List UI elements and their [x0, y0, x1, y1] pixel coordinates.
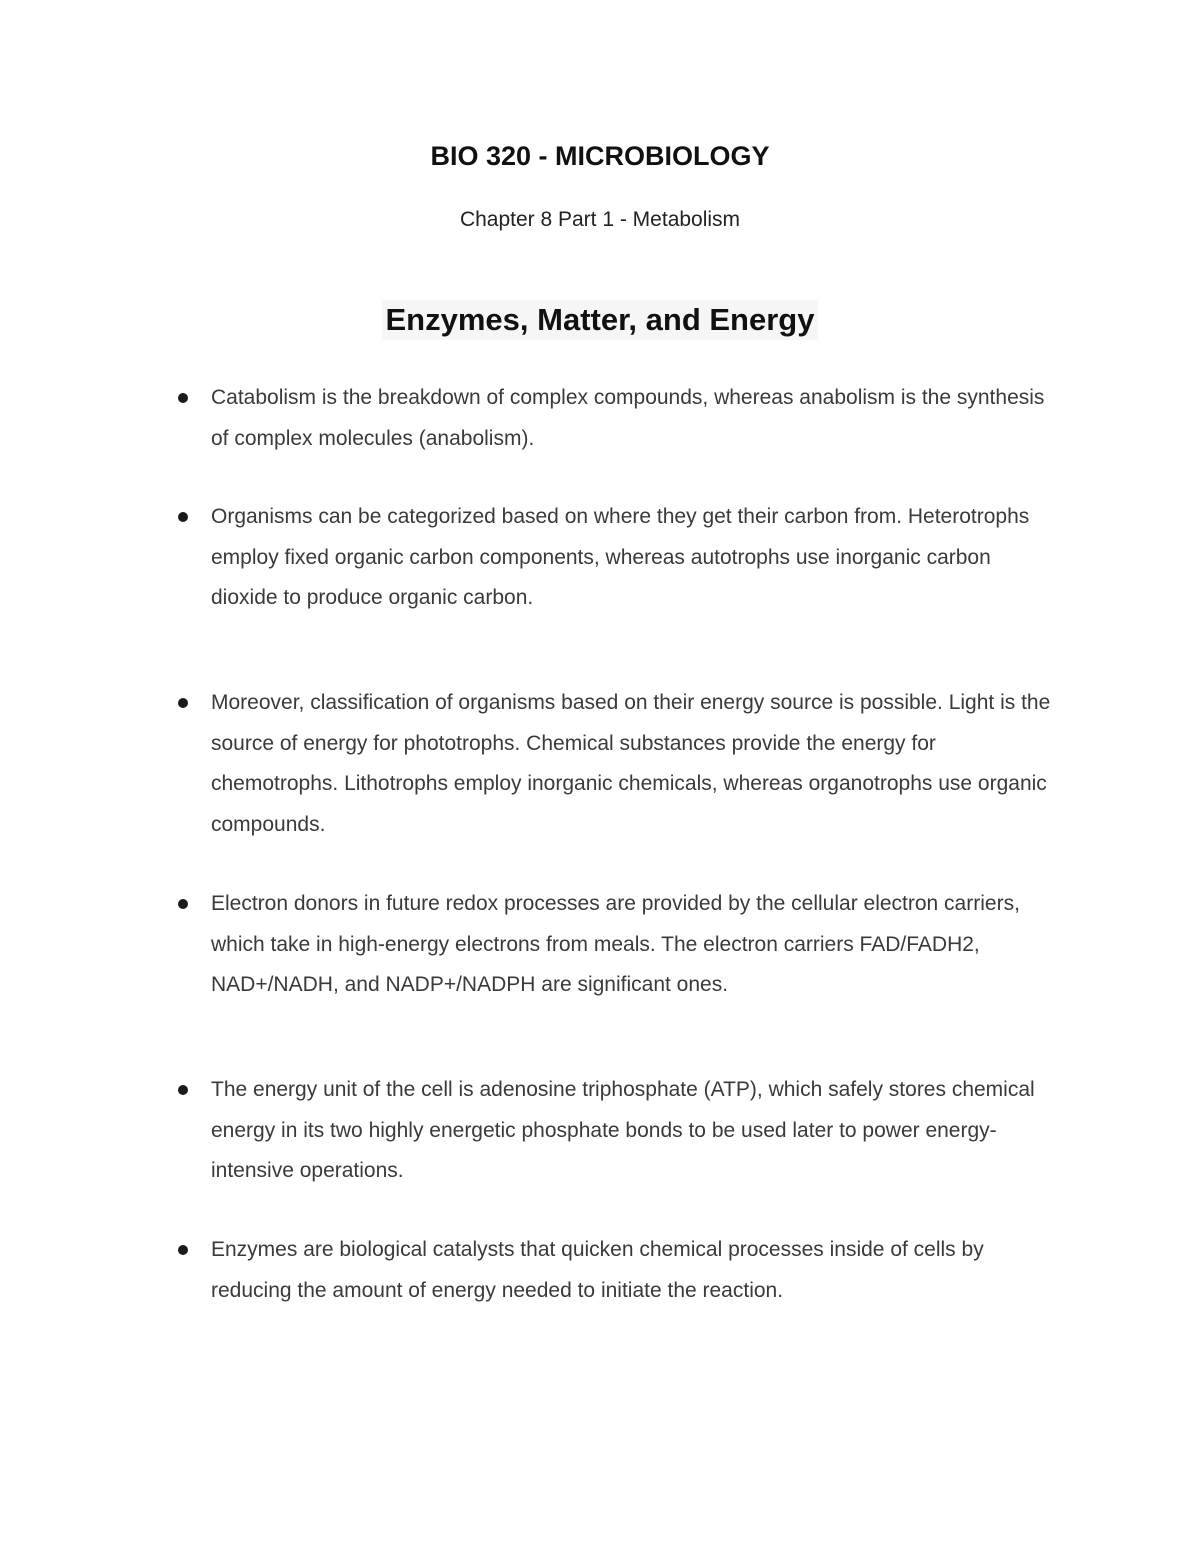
- chapter-subtitle: Chapter 8 Part 1 - Metabolism: [459, 208, 741, 231]
- bullet-icon: [178, 1245, 188, 1255]
- bullet-icon: [178, 698, 188, 708]
- bullet-icon: [178, 1085, 188, 1095]
- bullet-text: Catabolism is the breakdown of complex compounds, whereas anabolism is the synthesis of complex molecules (anabolism).: [211, 386, 1045, 450]
- list-item: [211, 1070, 1061, 1192]
- bullet-text: Electron donors in future redox processes are provided by the cellular electron carriers, which take in high-energy electrons from meals. The electron carriers FAD/FADH2, NAD+/NADH, and NADP+/NADPH are significant ones.: [211, 892, 1020, 996]
- bullet-text: Moreover, classification of organisms based on their energy source is possible. Light is the source of energy for phototrophs. Chemical substances provide the energy for chemotrophs. Lithotrophs employ inorganic chemicals, whereas organotrophs use organic compounds.: [211, 691, 1051, 836]
- list-item: [211, 378, 1061, 459]
- list-item: [211, 884, 1061, 1006]
- bullet-text: Organisms can be categorized based on where they get their carbon from. Heterotrophs employ fixed organic carbon components, whereas autotrophs use inorganic carbon dioxide to produce organic carbon.: [211, 505, 1030, 609]
- bullet-icon: [178, 512, 188, 522]
- course-title: BIO 320 - MICROBIOLOGY: [430, 141, 770, 171]
- bullet-icon: [178, 393, 188, 403]
- list-item: [211, 683, 1061, 845]
- list-item: [211, 1230, 1061, 1311]
- section-heading-container: [0, 300, 1200, 340]
- bullet-text: Enzymes are biological catalysts that quicken chemical processes inside of cells by reducing the amount of energy needed to initiate the reaction.: [211, 1238, 984, 1302]
- list-item: [211, 497, 1061, 619]
- bullet-icon: [178, 899, 188, 909]
- bullet-text: The energy unit of the cell is adenosine triphosphate (ATP), which safely stores chemical energy in its two highly energetic phosphate bonds to be used later to power energy-intensive operations.: [211, 1078, 1035, 1182]
- section-heading: Enzymes, Matter, and Energy: [382, 300, 819, 340]
